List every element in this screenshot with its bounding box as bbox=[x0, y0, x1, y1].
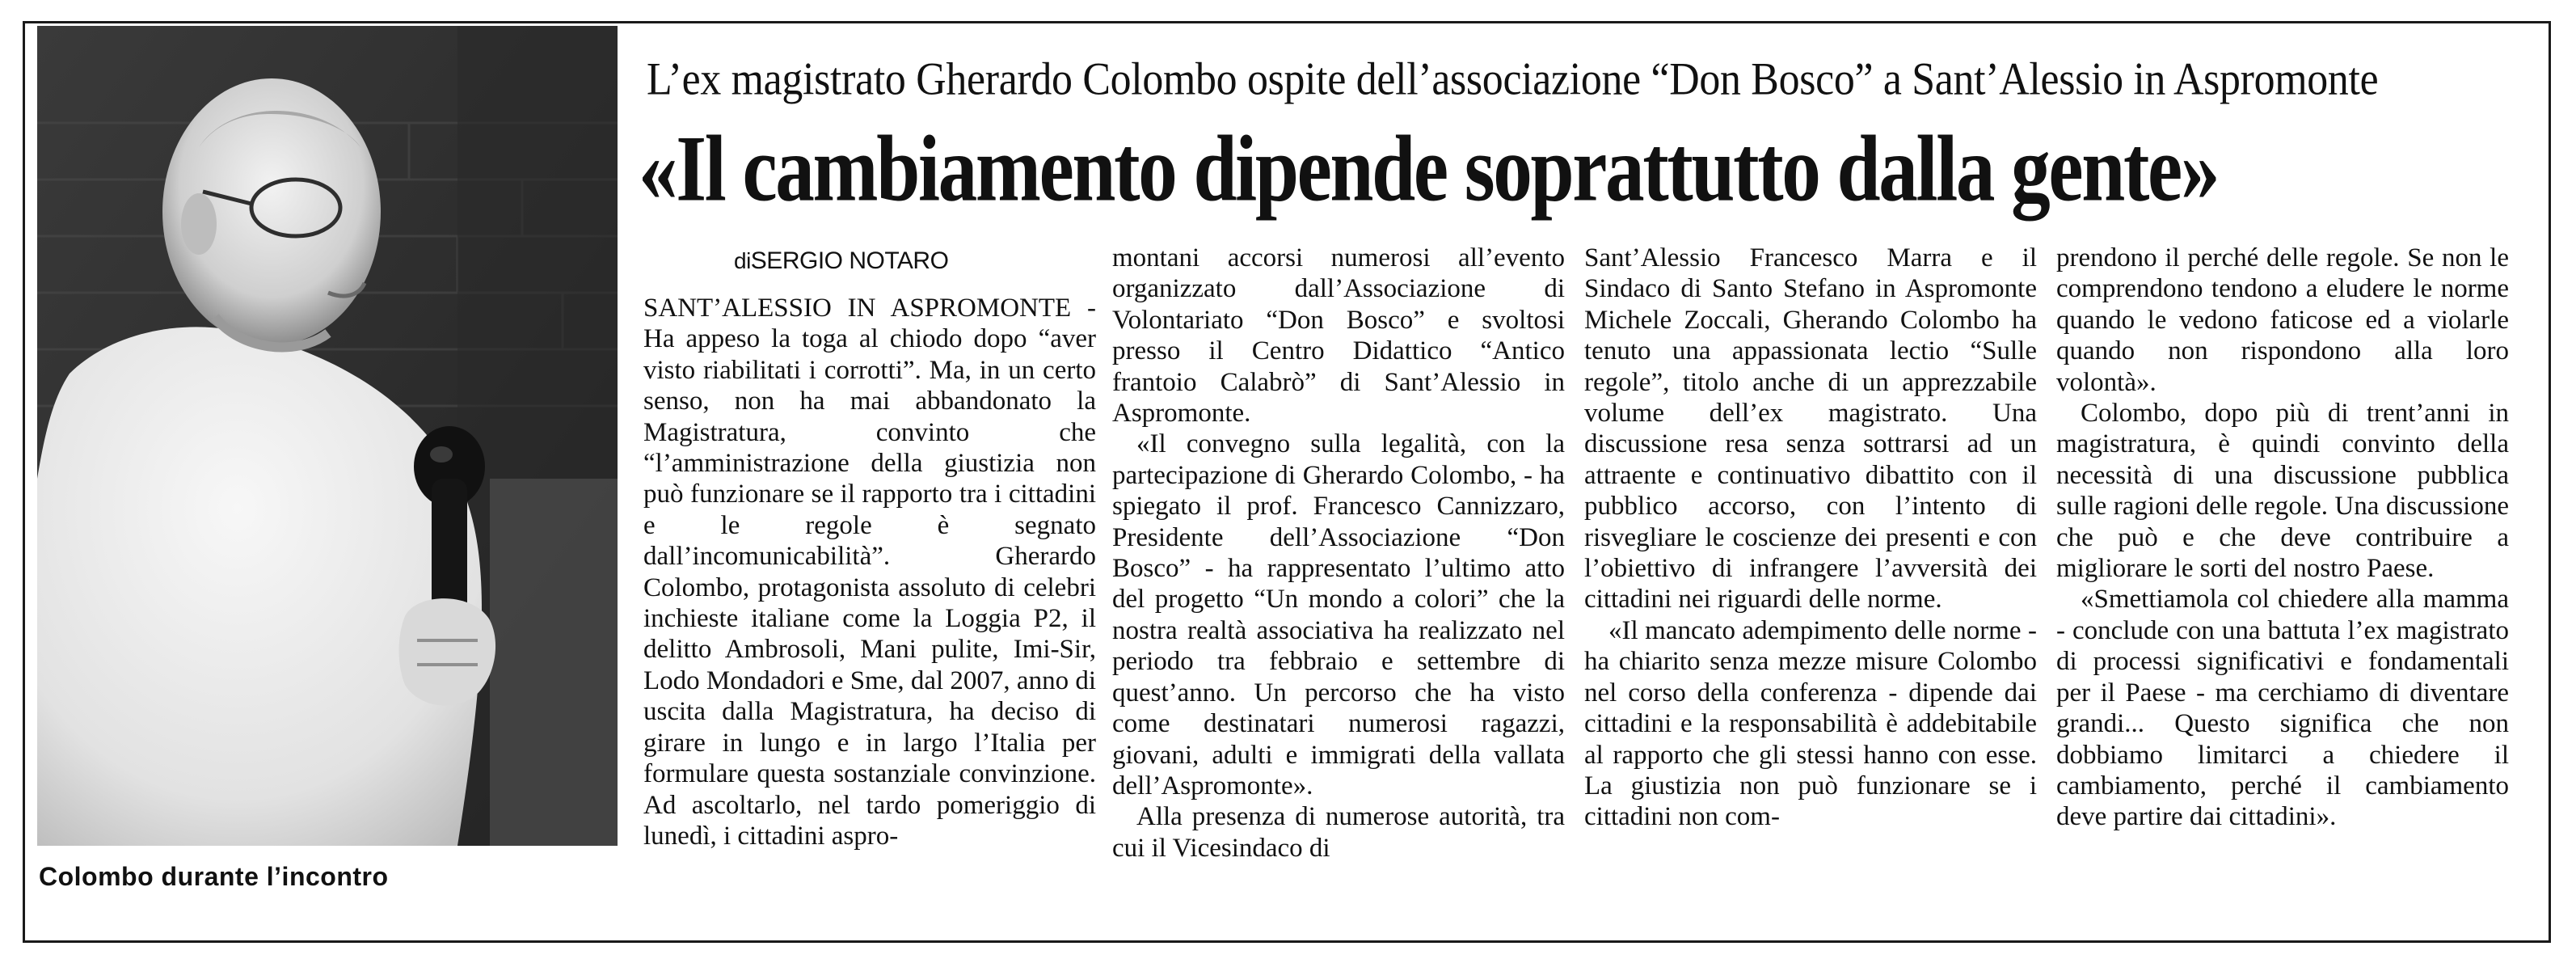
article-photo bbox=[37, 26, 618, 846]
article-kicker: L’ex magistrato Gherardo Colombo ospite dell’associazione “Don Bosco” a Sant’Alessio in Aspromonte bbox=[647, 53, 2379, 104]
text-column-3 bbox=[1584, 243, 2037, 930]
column-paragraph: Alla presenza di numerose autorità, tra cui il Vicesindaco di bbox=[1112, 802, 1565, 863]
column-paragraph: «Il convegno sulla legalità, con la partecipazione di Gherardo Colombo, - ha spiegato il prof. Francesco Cannizzaro, Presidente dell’Associazione “Don Bosco” - ha rappresentato l’ultimo atto del progetto “Un mondo a colori” che la nostra realtà associativa ha realizzato nel periodo tra febbraio e settembre di quest’anno. Un percorso che ha visto come destinatari numerosi ragazzi, giovani, adulti e immigrati della vallata dell’Aspromonte». bbox=[1112, 429, 1565, 800]
column-paragraph: montani accorsi numerosi all’evento organizzato dall’Associazione di Volontariato “Don Bosco” e svoltosi presso il Centro Didattico “Antico frantoio Calabrò” di Sant’Alessio in Aspromonte. bbox=[1112, 243, 1565, 429]
text-column-1 bbox=[643, 293, 1096, 980]
article-headline: «Il cambiamento dipende soprattutto dalla gente» bbox=[639, 116, 2219, 222]
column-paragraph: prendono il perché delle regole. Se non le comprendono tendono a eludere le norme quando le vedono faticose ed a violarle quando non rispondono alla loro volontà». bbox=[2056, 243, 2509, 397]
text-column-4 bbox=[2056, 243, 2509, 930]
text-column-2 bbox=[1112, 243, 1565, 930]
byline-prefix: di bbox=[734, 248, 751, 273]
column-paragraph: SANT’ALESSIO IN ASPROMONTE - Ha appeso la toga al chiodo dopo “aver visto riabilitati i corrotti”. Ma, in un certo senso, non ha mai abbandonato la Magistratura, convinto che “l’amministrazione della giustizia non può funzionare se il rapporto tra i cittadini e le regole è segnato dall’incomunicabilità”. Gherardo Colombo, protagonista assoluto di celebri inchieste italiane come la Loggia P2, il delitto Ambrosoli, Mani pulite, Imi-Sir, Lodo Mondadori e Sme, dal 2007, anno di uscita dalla Magistratura, ha deciso di girare in lungo e in largo l’Italia per formulare questa sostanziale convinzione. Ad ascoltarlo, nel tardo pomeriggio di lunedì, i cittadini aspro- bbox=[643, 294, 1096, 851]
column-paragraph: Colombo, dopo più di trent’anni in magistratura, è quindi convinto della necessità di una discussione pubblica sulle ragioni delle regole. Una discussione che può e che deve contribuire a migliorare le sorti del nostro Paese. bbox=[2056, 399, 2509, 584]
photo-caption: Colombo durante l’incontro bbox=[39, 862, 389, 891]
photo-image bbox=[37, 26, 618, 846]
column-paragraph: «Il mancato adempimento delle norme - ha chiarito senza mezze misure Colombo nel corso della conferenza - dipende dai cittadini e la responsabilità è addebitabile al rapporto che gli stessi hanno con esse. La giustizia non può funzionare se i cittadini non com- bbox=[1584, 615, 2037, 832]
byline bbox=[734, 247, 948, 275]
column-paragraph: Sant’Alessio Francesco Marra e il Sindaco di Santo Stefano in Aspromonte Michele Zoccali, Gherando Colombo ha tenuto una appassionata lectio “Sulle regole”, titolo anche di un apprezzabile volume dell’ex magistrato. Una discussione resa senza sottrarsi ad un attraente e continuativo dibattito con il pubblico accorso, con l’intento di risvegliare le coscienze dei presenti e con l’obiettivo di infrangere l’avversità dei cittadini nei riguardi delle norme. bbox=[1584, 243, 2037, 615]
byline-author: SERGIO NOTARO bbox=[750, 247, 949, 274]
column-paragraph: «Smettiamola col chiedere alla mamma - conclude con una battuta l’ex magistrato di processi significativi e fondamentali per il Paese - ma cerchiamo di diventare grandi... Questo significa che non dobbiamo limitarci a chiedere il cambiamento, perché il cambiamento deve partire dai cittadini». bbox=[2056, 585, 2509, 832]
